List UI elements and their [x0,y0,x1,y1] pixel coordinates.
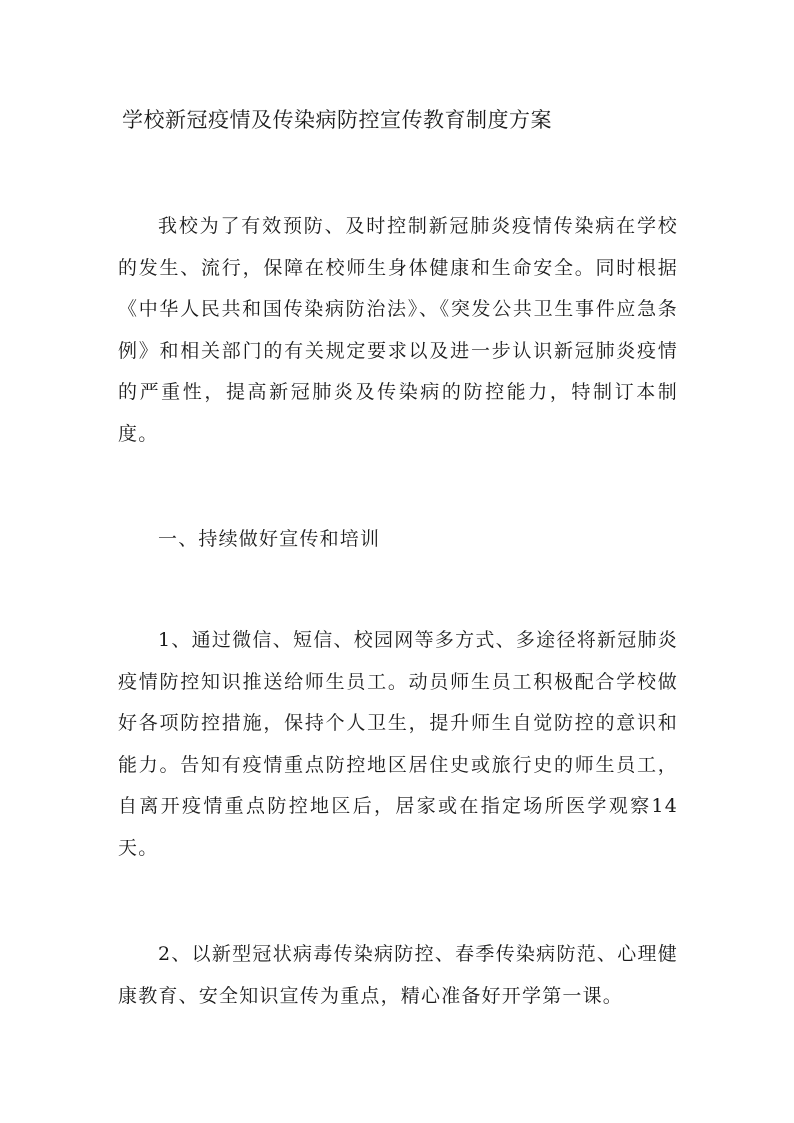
intro-paragraph: 我校为了有效预防、及时控制新冠肺炎疫情传染病在学校的发生、流行，保障在校师生身体健康和生命安全。同时根据《中华人民共和国传染病防治法》、《突发公共卫生事件应急条例》和相关部门的有关规定要求以及进一步认识新冠肺炎疫情的严重性，提高新冠肺炎及传染病的防控能力，特制订本制度。 [118,215,678,445]
document-title: 学校新冠疫情及传染病防控宣传教育制度方案 [122,108,552,132]
section-heading-1: 一、持续做好宣传和培训 [158,528,381,550]
item-paragraph-2: 2、以新型冠状病毒传染病防控、春季传染病防范、心理健康教育、安全知识宣传为重点，精心准备好开学第一课。 [118,943,678,1007]
item-paragraph-1: 1、通过微信、短信、校园网等多方式、多途径将新冠肺炎疫情防控知识推送给师生员工。动员师生员工积极配合学校做好各项防控措施，保持个人卫生，提升师生自觉防控的意识和能力。告知有疫情重点防控地区居住史或旅行史的师生员工，自离开疫情重点防控地区后，居家或在指定场所医学观察14天。 [118,629,678,859]
